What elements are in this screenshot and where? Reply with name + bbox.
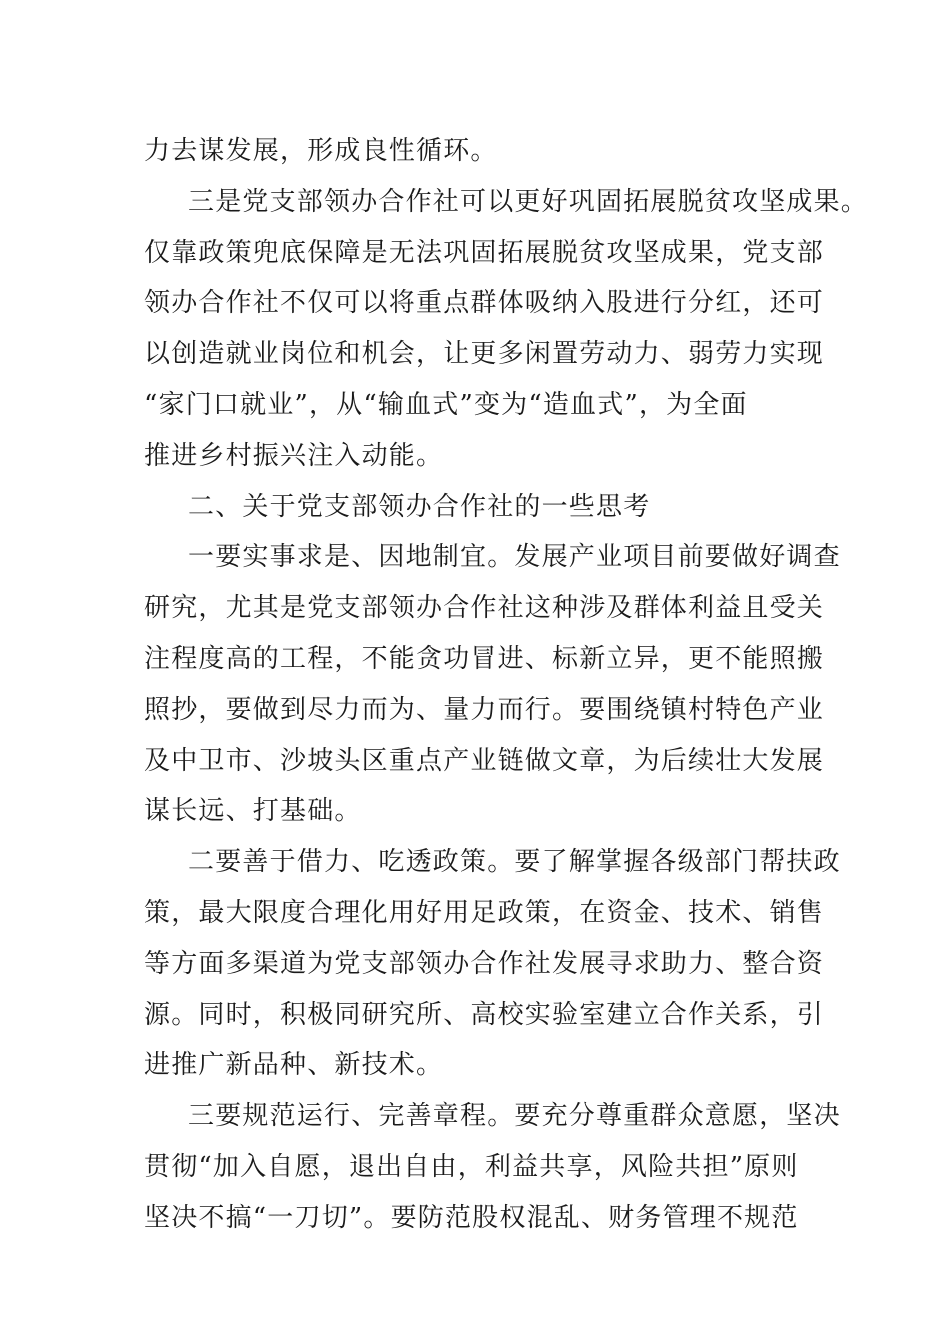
section-heading: 二、关于党支部领办合作社的一些思考 bbox=[188, 491, 651, 522]
text-line: 进推广新品种、新技术。 bbox=[144, 1050, 444, 1081]
text-line: “家门口就业”，从“输血式”变为“造血式”，为全面 bbox=[144, 389, 748, 420]
text-line: 二要善于借力、吃透政策。要了解掌握各级部门帮扶政 bbox=[188, 847, 841, 878]
text-line: 一要实事求是、因地制宜。发展产业项目前要做好调查 bbox=[188, 542, 841, 573]
text-line: 贯彻“加入自愿，退出自由，利益共享，风险共担”原则 bbox=[144, 1151, 799, 1182]
text-line: 照抄，要做到尽力而为、量力而行。要围绕镇村特色产业 bbox=[144, 694, 825, 725]
text-line: 推进乡村振兴注入动能。 bbox=[144, 440, 444, 471]
body-text bbox=[144, 126, 869, 1244]
text-line: 研究，尤其是党支部领办合作社这种涉及群体利益且受关 bbox=[144, 593, 825, 624]
text-line: 三要规范运行、完善章程。要充分尊重群众意愿，坚决 bbox=[188, 1101, 841, 1132]
text-line: 仅靠政策兜底保障是无法巩固拓展脱贫攻坚成果，党支部 bbox=[144, 237, 825, 268]
text-line: 策，最大限度合理化用好用足政策，在资金、技术、销售 bbox=[144, 897, 825, 928]
text-line: 谋长远、打基础。 bbox=[144, 796, 362, 827]
text-line: 及中卫市、沙坡头区重点产业链做文章，为后续壮大发展 bbox=[144, 745, 825, 776]
text-line: 坚决不搞“一刀切”。要防范股权混乱、财务管理不规范 bbox=[144, 1202, 799, 1233]
text-line: 力去谋发展，形成良性循环。 bbox=[144, 136, 498, 166]
text-line: 以创造就业岗位和机会，让更多闲置劳动力、弱劳力实现 bbox=[144, 339, 825, 370]
text-line: 注程度高的工程，不能贪功冒进、标新立异，更不能照搬 bbox=[144, 643, 825, 674]
text-line: 等方面多渠道为党支部领办合作社发展寻求助力、整合资 bbox=[144, 948, 825, 979]
text-line: 三是党支部领办合作社可以更好巩固拓展脱贫攻坚成果。 bbox=[188, 186, 869, 217]
text-line: 源。同时，积极同研究所、高校实验室建立合作关系，引 bbox=[144, 999, 825, 1030]
text-line: 领办合作社不仅可以将重点群体吸纳入股进行分红，还可 bbox=[144, 288, 825, 319]
